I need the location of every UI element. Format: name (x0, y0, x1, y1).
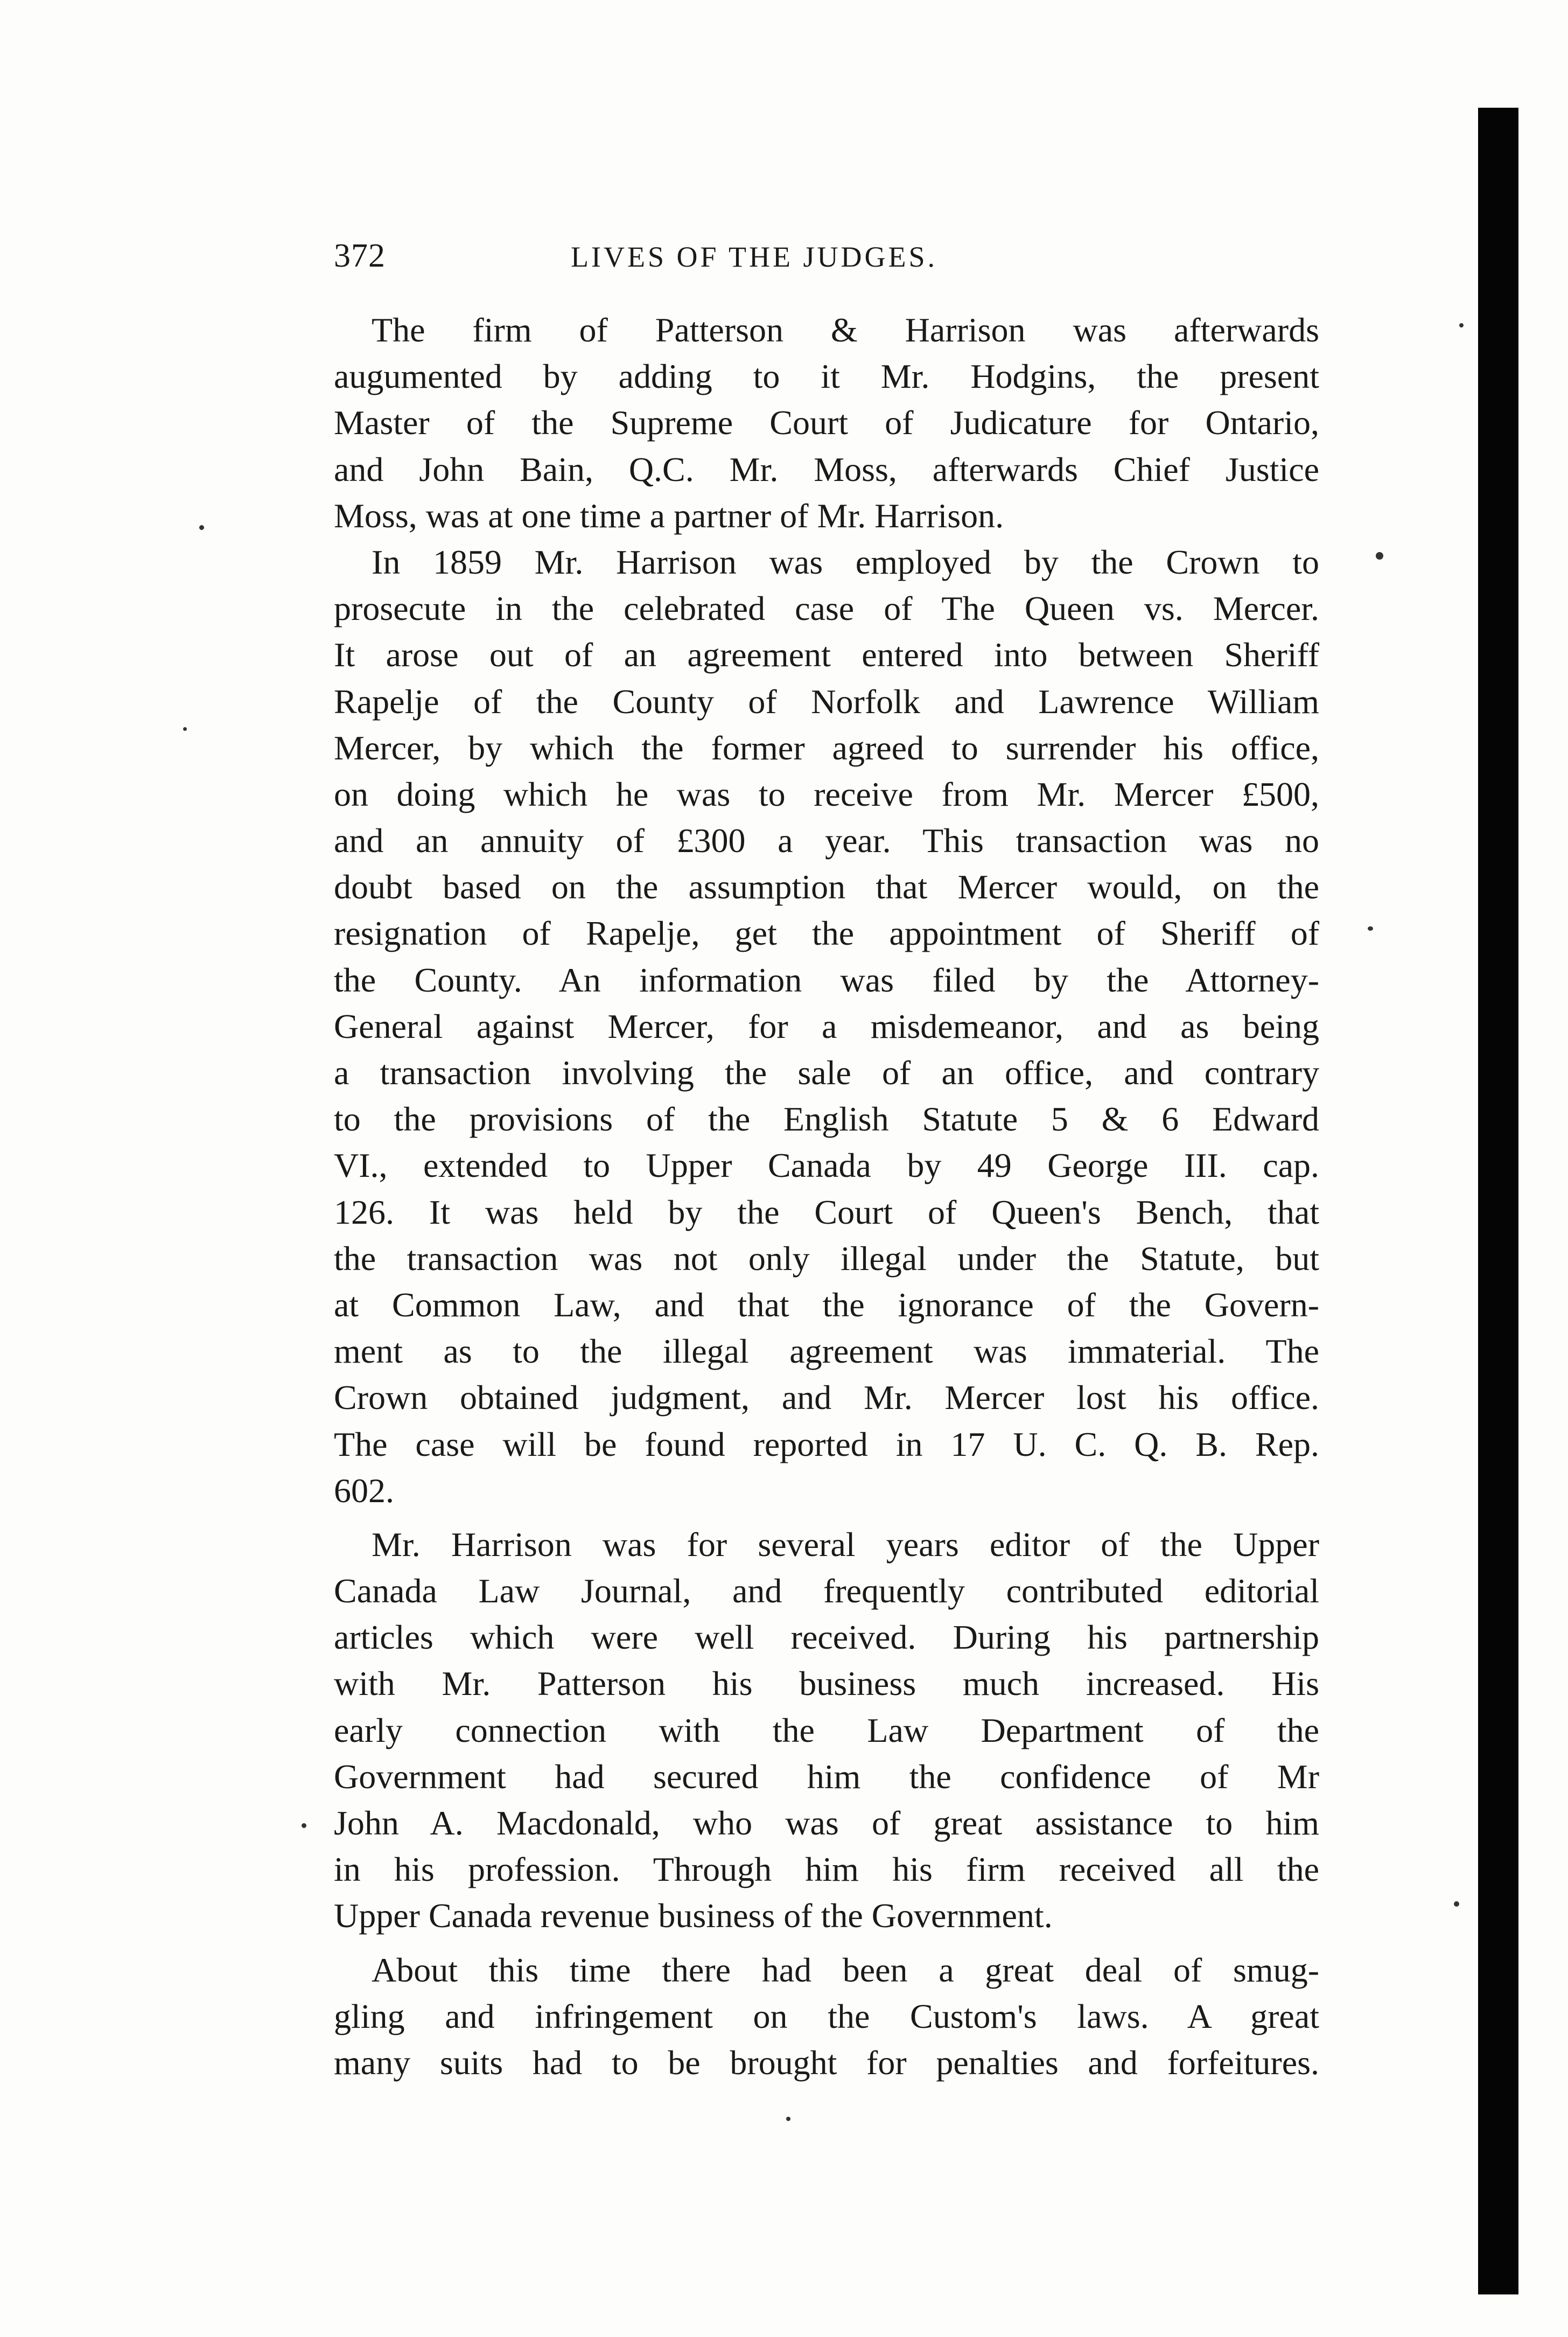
text-line: doubt based on the assumption that Mercer would, on the (334, 868, 1319, 906)
text-line: with Mr. Patterson his business much increased. His (334, 1664, 1319, 1703)
text-line: John A. Macdonald, who was of great assistance to him (334, 1804, 1319, 1842)
text-line: 126. It was held by the Court of Queen's Bench, that (334, 1192, 1319, 1231)
text-line: Moss, was at one time a partner of Mr. Harrison. (334, 496, 1004, 535)
running-head (334, 237, 1346, 285)
text-line: Rapelje of the County of Norfolk and Lawrence William (334, 682, 1319, 721)
text-line: many suits had to be brought for penalties and forfeitures. (334, 2043, 1319, 2082)
paragraph-3 (334, 1522, 1319, 1940)
paragraph-1 (334, 307, 1319, 539)
text-line: 602. (334, 1471, 394, 1510)
text-line: resignation of Rapelje, get the appointment of Sheriff of (334, 914, 1319, 953)
text-line: and John Bain, Q.C. Mr. Moss, afterwards Chief Justice (334, 450, 1319, 489)
body-text (334, 307, 1319, 2086)
text-line: The case will be found reported in 17 U. C. Q. B. Rep. (334, 1425, 1319, 1463)
text-line: augumented by adding to it Mr. Hodgins, the present (334, 357, 1319, 396)
text-line: the County. An information was filed by the Attorney- (334, 960, 1319, 999)
scan-edge-shadow (1478, 108, 1518, 2294)
text-line: Government had secured him the confidence of Mr (334, 1757, 1319, 1796)
text-line: ment as to the illegal agreement was immaterial. The (334, 1332, 1319, 1371)
scan-speck (199, 525, 204, 530)
running-title: LIVES OF THE JUDGES. (571, 241, 938, 273)
text-line: The firm of Patterson & Harrison was afterwards (372, 311, 1319, 349)
text-line: Mercer, by which the former agreed to surrender his office, (334, 728, 1319, 767)
scan-speck (1368, 926, 1373, 931)
text-line: About this time there had been a great deal of smug- (372, 1950, 1319, 1989)
paragraph-2 (334, 539, 1319, 1514)
scan-speck (183, 727, 187, 731)
scan-speck (1459, 323, 1464, 327)
text-line: the transaction was not only illegal under the Statute, but (334, 1239, 1319, 1278)
text-line: and an annuity of £300 a year. This transaction was no (334, 821, 1319, 860)
text-line: at Common Law, and that the ignorance of the Govern- (334, 1285, 1319, 1324)
text-line: It arose out of an agreement entered into between Sheriff (334, 636, 1319, 674)
text-line: a transaction involving the sale of an office, and contrary (334, 1054, 1319, 1092)
text-line: early connection with the Law Department of the (334, 1711, 1319, 1749)
text-line: Mr. Harrison was for several years editor of the Upper (372, 1525, 1319, 1564)
text-line: Upper Canada revenue business of the Government. (334, 1896, 1053, 1935)
text-line: VI., extended to Upper Canada by 49 George III. cap. (334, 1146, 1319, 1185)
text-line: prosecute in the celebrated case of The Queen vs. Mercer. (334, 589, 1319, 628)
scan-speck (1454, 1901, 1459, 1907)
text-line: Crown obtained judgment, and Mr. Mercer lost his office. (334, 1378, 1319, 1417)
scan-speck (302, 1823, 306, 1828)
text-line: gling and infringement on the Custom's laws. A great (334, 1997, 1319, 2035)
text-line: to the provisions of the English Statute 5 & 6 Edward (334, 1100, 1319, 1139)
text-line: in his profession. Through him his firm received all the (334, 1850, 1319, 1889)
scan-speck (786, 2117, 790, 2121)
text-line: General against Mercer, for a misdemeanor, and as being (334, 1007, 1319, 1045)
text-line: articles which were well received. During his partnership (334, 1618, 1319, 1657)
scan-speck (1376, 552, 1383, 560)
text-line: Canada Law Journal, and frequently contributed editorial (334, 1572, 1319, 1610)
text-line: In 1859 Mr. Harrison was employed by the Crown to (372, 542, 1319, 581)
text-line: on doing which he was to receive from Mr. Mercer £500, (334, 775, 1319, 813)
text-line: Master of the Supreme Court of Judicature for Ontario, (334, 403, 1319, 442)
page-number: 372 (334, 238, 386, 274)
paragraph-4 (334, 1947, 1319, 2087)
